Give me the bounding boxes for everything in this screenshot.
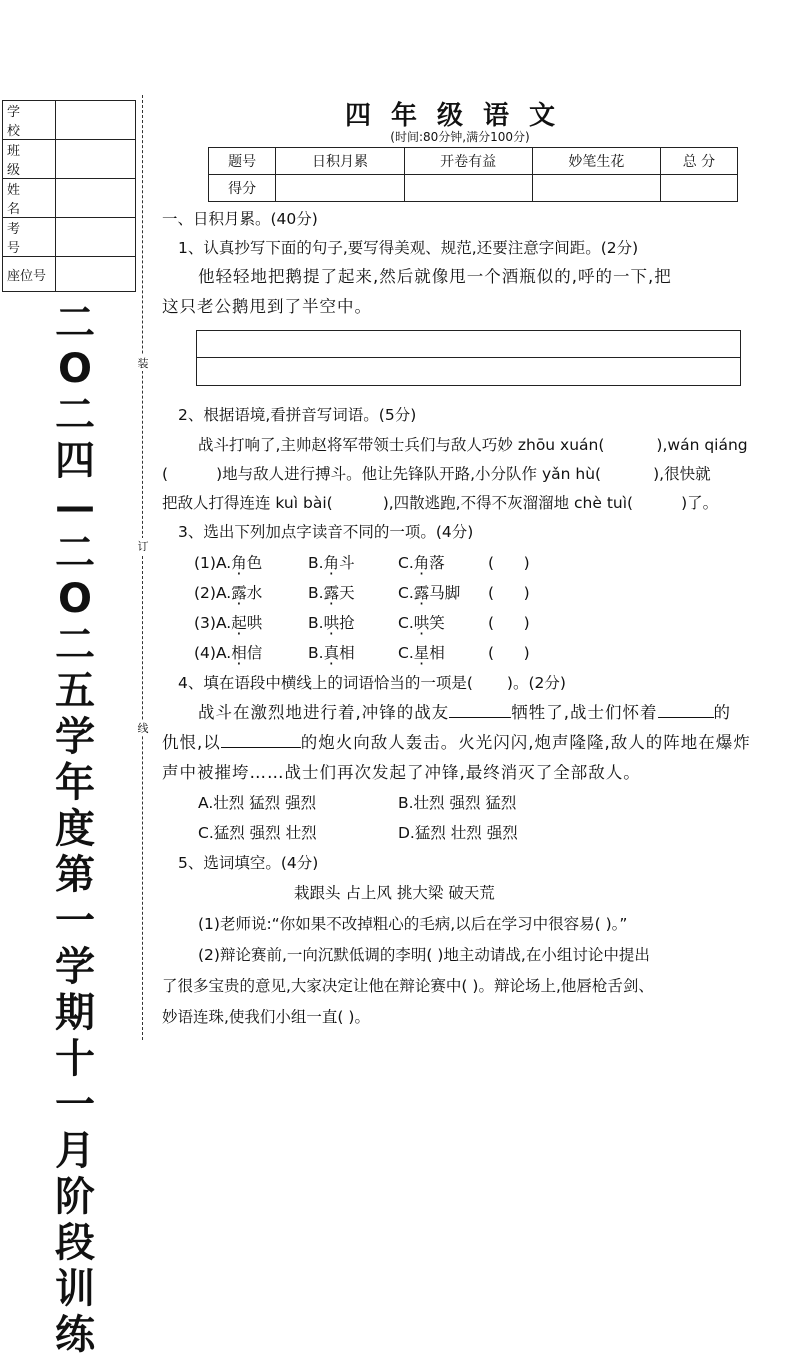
q4-option-c[interactable]: C.猛烈 强烈 壮烈 <box>198 824 317 842</box>
q3-item <box>194 552 530 574</box>
q3-num: (3)A. <box>194 614 232 632</box>
score-header: 妙笔生花 <box>532 148 660 175</box>
score-table <box>208 147 738 202</box>
fill-blank[interactable] <box>221 733 301 748</box>
info-label-school: 学 校 <box>3 101 56 140</box>
q5-line4: 妙语连珠,使我们小组一直( )。 <box>162 1008 370 1026</box>
q3-char: 水 <box>246 584 263 602</box>
q5-line1: (1)老师说:“你如果不改掉粗心的毛病,以后在学习中很容易( )。” <box>198 915 628 933</box>
q3-answer-paren[interactable]: ( ) <box>488 614 530 632</box>
vertical-title-char: 一 <box>55 898 95 944</box>
q2-prompt: 2、根据语境,看拼音写词语。(5分) <box>178 406 417 424</box>
q2-text: 战斗打响了,主帅赵将军带领士兵们与敌人巧妙 zhōu xuán( <box>198 436 605 454</box>
q4-text: 的 <box>713 703 731 722</box>
info-label-class: 班 级 <box>3 140 56 179</box>
q3-char: 哄 <box>246 614 263 632</box>
q3-dotted-char: 角 <box>323 554 340 572</box>
info-label-exam-no: 考 号 <box>3 218 56 257</box>
q4-text: 牺牲了,战士们怀着 <box>511 703 658 722</box>
q3-opt: C. <box>398 614 414 632</box>
score-header: 日积月累 <box>276 148 404 175</box>
page-subtitle: (时间:80分钟,满分100分) <box>390 130 530 144</box>
vertical-title-char: — <box>55 484 95 530</box>
vertical-title-char: 年 <box>55 760 95 806</box>
info-label-name: 姓 名 <box>3 179 56 218</box>
q3-opt: B. <box>308 614 324 632</box>
vertical-title-char: 段 <box>55 1220 95 1266</box>
q3-dotted-char: 真 <box>323 644 340 662</box>
q1-sentence-line2: 这只老公鹅甩到了半空中。 <box>162 297 372 316</box>
binding-label-zhuang: 装 <box>137 357 149 370</box>
score-cell[interactable] <box>532 175 660 202</box>
q3-dotted-char: 角 <box>231 554 247 572</box>
vertical-title <box>50 300 100 1358</box>
q3-dotted-char: 哄 <box>413 614 430 632</box>
q4-text: 战斗在激烈地进行着,冲锋的战友 <box>198 703 450 722</box>
q3-char: 色 <box>246 554 263 572</box>
q3-char: 斗 <box>339 554 355 572</box>
q4-option-a[interactable]: A.壮烈 猛烈 强烈 <box>198 794 317 812</box>
q3-item <box>194 582 530 604</box>
q3-char: 抢 <box>339 614 355 632</box>
info-field-class[interactable] <box>56 140 136 179</box>
q3-num: (1)A. <box>194 554 232 572</box>
score-cell[interactable] <box>276 175 404 202</box>
q1-sentence-line1: 他轻轻地把鹅提了起来,然后就像甩一个酒瓶似的,呼的一下,把 <box>198 267 672 286</box>
info-field-name[interactable] <box>56 179 136 218</box>
q4-prompt-text: )。(2分) <box>506 674 566 692</box>
score-row-label: 得分 <box>209 175 276 202</box>
q4-option-b[interactable]: B.壮烈 强烈 猛烈 <box>398 794 517 812</box>
fill-blank[interactable] <box>658 703 714 718</box>
binding-line <box>142 95 143 1040</box>
q3-dotted-char: 露 <box>413 584 430 602</box>
fill-blank[interactable] <box>449 703 511 718</box>
q4-text: 仇恨,以 <box>162 733 221 752</box>
q3-opt: B. <box>308 584 324 602</box>
q2-text: )了。 <box>681 494 719 512</box>
q5-line3: 了很多宝贵的意见,大家决定让他在辩论赛中( )。辩论场上,他唇枪舌剑、 <box>162 977 654 995</box>
writing-guide-line <box>197 357 740 358</box>
q3-item <box>194 642 530 664</box>
q3-opt: C. <box>398 554 414 572</box>
q4-passage-line3: 声中被摧垮……战士们再次发起了冲锋,最终消灭了全部敌人。 <box>162 763 641 782</box>
score-header: 总 分 <box>660 148 737 175</box>
q4-prompt-text: 4、填在语段中横线上的词语恰当的一项是( <box>178 674 473 692</box>
q5-prompt: 5、选词填空。(4分) <box>178 854 319 872</box>
q2-text: ),很快就 <box>653 465 711 483</box>
vertical-title-char: 度 <box>55 806 95 852</box>
info-field-exam-no[interactable] <box>56 218 136 257</box>
score-header: 开卷有益 <box>404 148 532 175</box>
q3-prompt: 3、选出下列加点字读音不同的一项。(4分) <box>178 523 474 541</box>
q2-line3 <box>162 492 718 514</box>
q1-writing-box[interactable] <box>196 330 741 386</box>
q3-dotted-char: 相 <box>231 644 247 662</box>
vertical-title-char: 月 <box>55 1128 95 1174</box>
q3-dotted-char: 起 <box>231 614 247 632</box>
q3-dotted-char: 星 <box>413 644 430 662</box>
q3-char: 相 <box>429 644 445 662</box>
q3-dotted-char: 露 <box>323 584 340 602</box>
score-cell[interactable] <box>404 175 532 202</box>
q1-prompt: 1、认真抄写下面的句子,要写得美观、规范,还要注意字间距。(2分) <box>178 239 639 257</box>
q3-num: (4)A. <box>194 644 232 662</box>
vertical-title-char: 二 <box>55 622 95 668</box>
q3-opt: B. <box>308 554 324 572</box>
q2-line1 <box>198 434 748 456</box>
binding-label-ding: 订 <box>137 540 149 553</box>
q3-item <box>194 612 530 634</box>
q3-dotted-char: 哄 <box>323 614 340 632</box>
vertical-title-char: 期 <box>55 990 95 1036</box>
vertical-title-char: 训 <box>55 1266 95 1312</box>
q3-char: 落 <box>429 554 445 572</box>
score-header: 题号 <box>209 148 276 175</box>
q2-text: ),四散逃跑,不得不灰溜溜地 chè tuì( <box>382 494 634 512</box>
q5-line2: (2)辩论赛前,一向沉默低调的李明( )地主动请战,在小组讨论中提出 <box>198 946 650 964</box>
student-info-table <box>2 100 136 292</box>
vertical-title-char: 五 <box>55 668 95 714</box>
vertical-title-char: 练 <box>55 1312 95 1358</box>
q3-opt: C. <box>398 644 414 662</box>
vertical-title-char: O <box>57 576 92 622</box>
q3-dotted-char: 露 <box>231 584 247 602</box>
q4-option-d[interactable]: D.猛烈 壮烈 强烈 <box>398 824 518 842</box>
q3-char: 马脚 <box>429 584 461 602</box>
vertical-title-char: O <box>57 346 92 392</box>
q3-num: (2)A. <box>194 584 232 602</box>
page-title: 四年级语文 <box>344 101 575 131</box>
vertical-title-char: 阶 <box>55 1174 95 1220</box>
vertical-title-char: 二 <box>55 530 95 576</box>
q3-opt: B. <box>308 644 324 662</box>
q3-char: 天 <box>339 584 355 602</box>
q4-passage-line1 <box>198 702 731 724</box>
info-field-school[interactable] <box>56 101 136 140</box>
q3-char: 相 <box>339 644 355 662</box>
q2-text: 把敌人打得连连 kuì bài( <box>162 494 333 512</box>
binding-label-xian: 线 <box>137 722 149 735</box>
score-cell[interactable] <box>660 175 737 202</box>
q3-opt: C. <box>398 584 414 602</box>
q3-answer-paren[interactable]: ( ) <box>488 584 530 602</box>
q2-line2 <box>162 463 711 485</box>
q4-text: 的炮火向敌人轰击。火光闪闪,炮声隆隆,敌人的阵地在爆炸 <box>300 733 751 752</box>
q3-answer-paren[interactable]: ( ) <box>488 554 530 572</box>
q2-text: ( <box>162 465 169 483</box>
q3-char: 笑 <box>429 614 445 632</box>
section-heading: 一、日积月累。(40分) <box>162 210 318 228</box>
vertical-title-char: 二 <box>55 300 95 346</box>
q3-char: 信 <box>246 644 263 662</box>
q4-passage-line2 <box>162 732 751 754</box>
info-field-seat-no[interactable] <box>56 257 136 292</box>
vertical-title-char: 十 <box>55 1036 95 1082</box>
vertical-title-char: 第 <box>55 852 95 898</box>
vertical-title-char: 二 <box>55 392 95 438</box>
vertical-title-char: 学 <box>55 944 95 990</box>
vertical-title-char: 学 <box>55 714 95 760</box>
q2-text: ),wán qiáng <box>656 436 748 454</box>
vertical-title-char: 四 <box>55 438 95 484</box>
q3-answer-paren[interactable]: ( ) <box>488 644 530 662</box>
q2-text: )地与敌人进行搏斗。他让先锋队开路,小分队作 yǎn hù( <box>216 465 602 483</box>
q3-dotted-char: 角 <box>413 554 430 572</box>
q5-word-bank: 栽跟头 占上风 挑大梁 破天荒 <box>294 884 495 902</box>
vertical-title-char: 一 <box>55 1082 95 1128</box>
info-label-seat-no: 座位号 <box>3 257 56 292</box>
q4-prompt <box>178 672 566 694</box>
